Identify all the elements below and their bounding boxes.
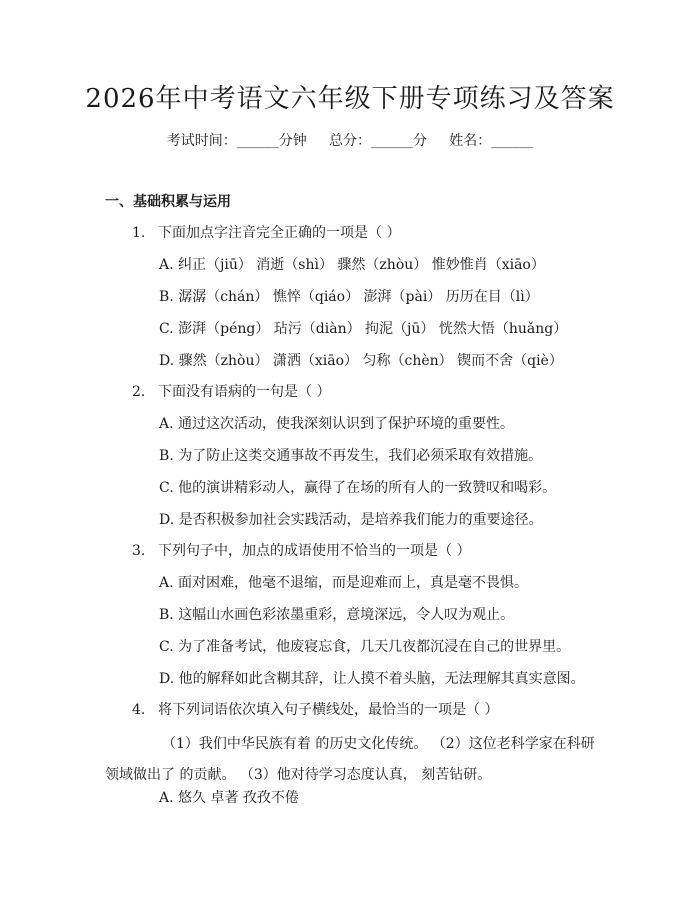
question-number: 2. — [132, 384, 146, 400]
option-2a: A. 通过这次活动，使我深刻认识到了保护环境的重要性。 — [159, 416, 515, 432]
option-1a: A. 纠正（jiū） 消逝（shì） 骤然（zhòu） 惟妙惟肖（xiāo） — [159, 257, 545, 273]
option-3c: C. 为了准备考试，他废寝忘食，几天几夜都沉浸在自己的世界里。 — [159, 639, 571, 655]
question-number: 3. — [132, 543, 146, 559]
option-1c: C. 澎湃（péng） 玷污（diàn） 拘泥（jū） 恍然大悟（huǎng） — [159, 321, 568, 337]
option-2c: C. 他的演讲精彩动人，赢得了在场的所有人的一致赞叹和喝彩。 — [159, 480, 557, 496]
option-1b: B. 潺潺（chán） 憔悴（qiáo） 澎湃（pài） 历历在目（lì） — [159, 289, 539, 305]
question-1 — [132, 223, 400, 243]
question-stem: 下列句子中，加点的成语使用不恰当的一项是（ ） — [158, 543, 471, 559]
question-number: 1. — [132, 225, 146, 241]
option-3d: D. 他的解释如此含糊其辞，让人摸不着头脑，无法理解其真实意图。 — [159, 671, 585, 687]
question-stem: 下面没有语病的一句是（ ） — [158, 384, 331, 400]
question-3 — [132, 541, 470, 561]
option-1d: D. 骤然（zhòu） 潇洒（xiāo） 匀称（chèn） 锲而不舍（qiè） — [159, 353, 563, 369]
question-2 — [132, 382, 330, 402]
page-title: 2026年中考语文六年级下册专项练习及答案 — [85, 84, 615, 114]
question-4-passage: （1）我们中华民族有着 的历史文化传统。 （2）这位老科学家在科研领域做出了 的贡献。 （3）他对待学习态度认真， 刻苦钻研。 — [105, 736, 595, 783]
option-4a: A. 悠久 卓著 孜孜不倦 — [159, 790, 299, 806]
section-heading: 一、基础积累与运用 — [105, 194, 231, 210]
option-2d: D. 是否积极参加社会实践活动，是培养我们能力的重要途径。 — [159, 512, 543, 528]
question-stem: 将下列词语依次填入句子横线处，最恰当的一项是（ ） — [158, 702, 499, 718]
option-3a: A. 面对困难，他毫不退缩，而是迎难而上，真是毫不畏惧。 — [159, 575, 529, 591]
exam-info-line: 考试时间：______分钟 总分：______分 姓名：______ — [166, 133, 534, 149]
option-2b: B. 为了防止这类交通事故不再发生，我们必须采取有效措施。 — [159, 448, 543, 464]
question-number: 4. — [132, 702, 146, 718]
question-stem: 下面加点字注音完全正确的一项是（ ） — [158, 225, 401, 241]
question-4 — [132, 700, 498, 720]
option-3b: B. 这幅山水画色彩浓墨重彩，意境深远，令人叹为观止。 — [159, 607, 515, 623]
